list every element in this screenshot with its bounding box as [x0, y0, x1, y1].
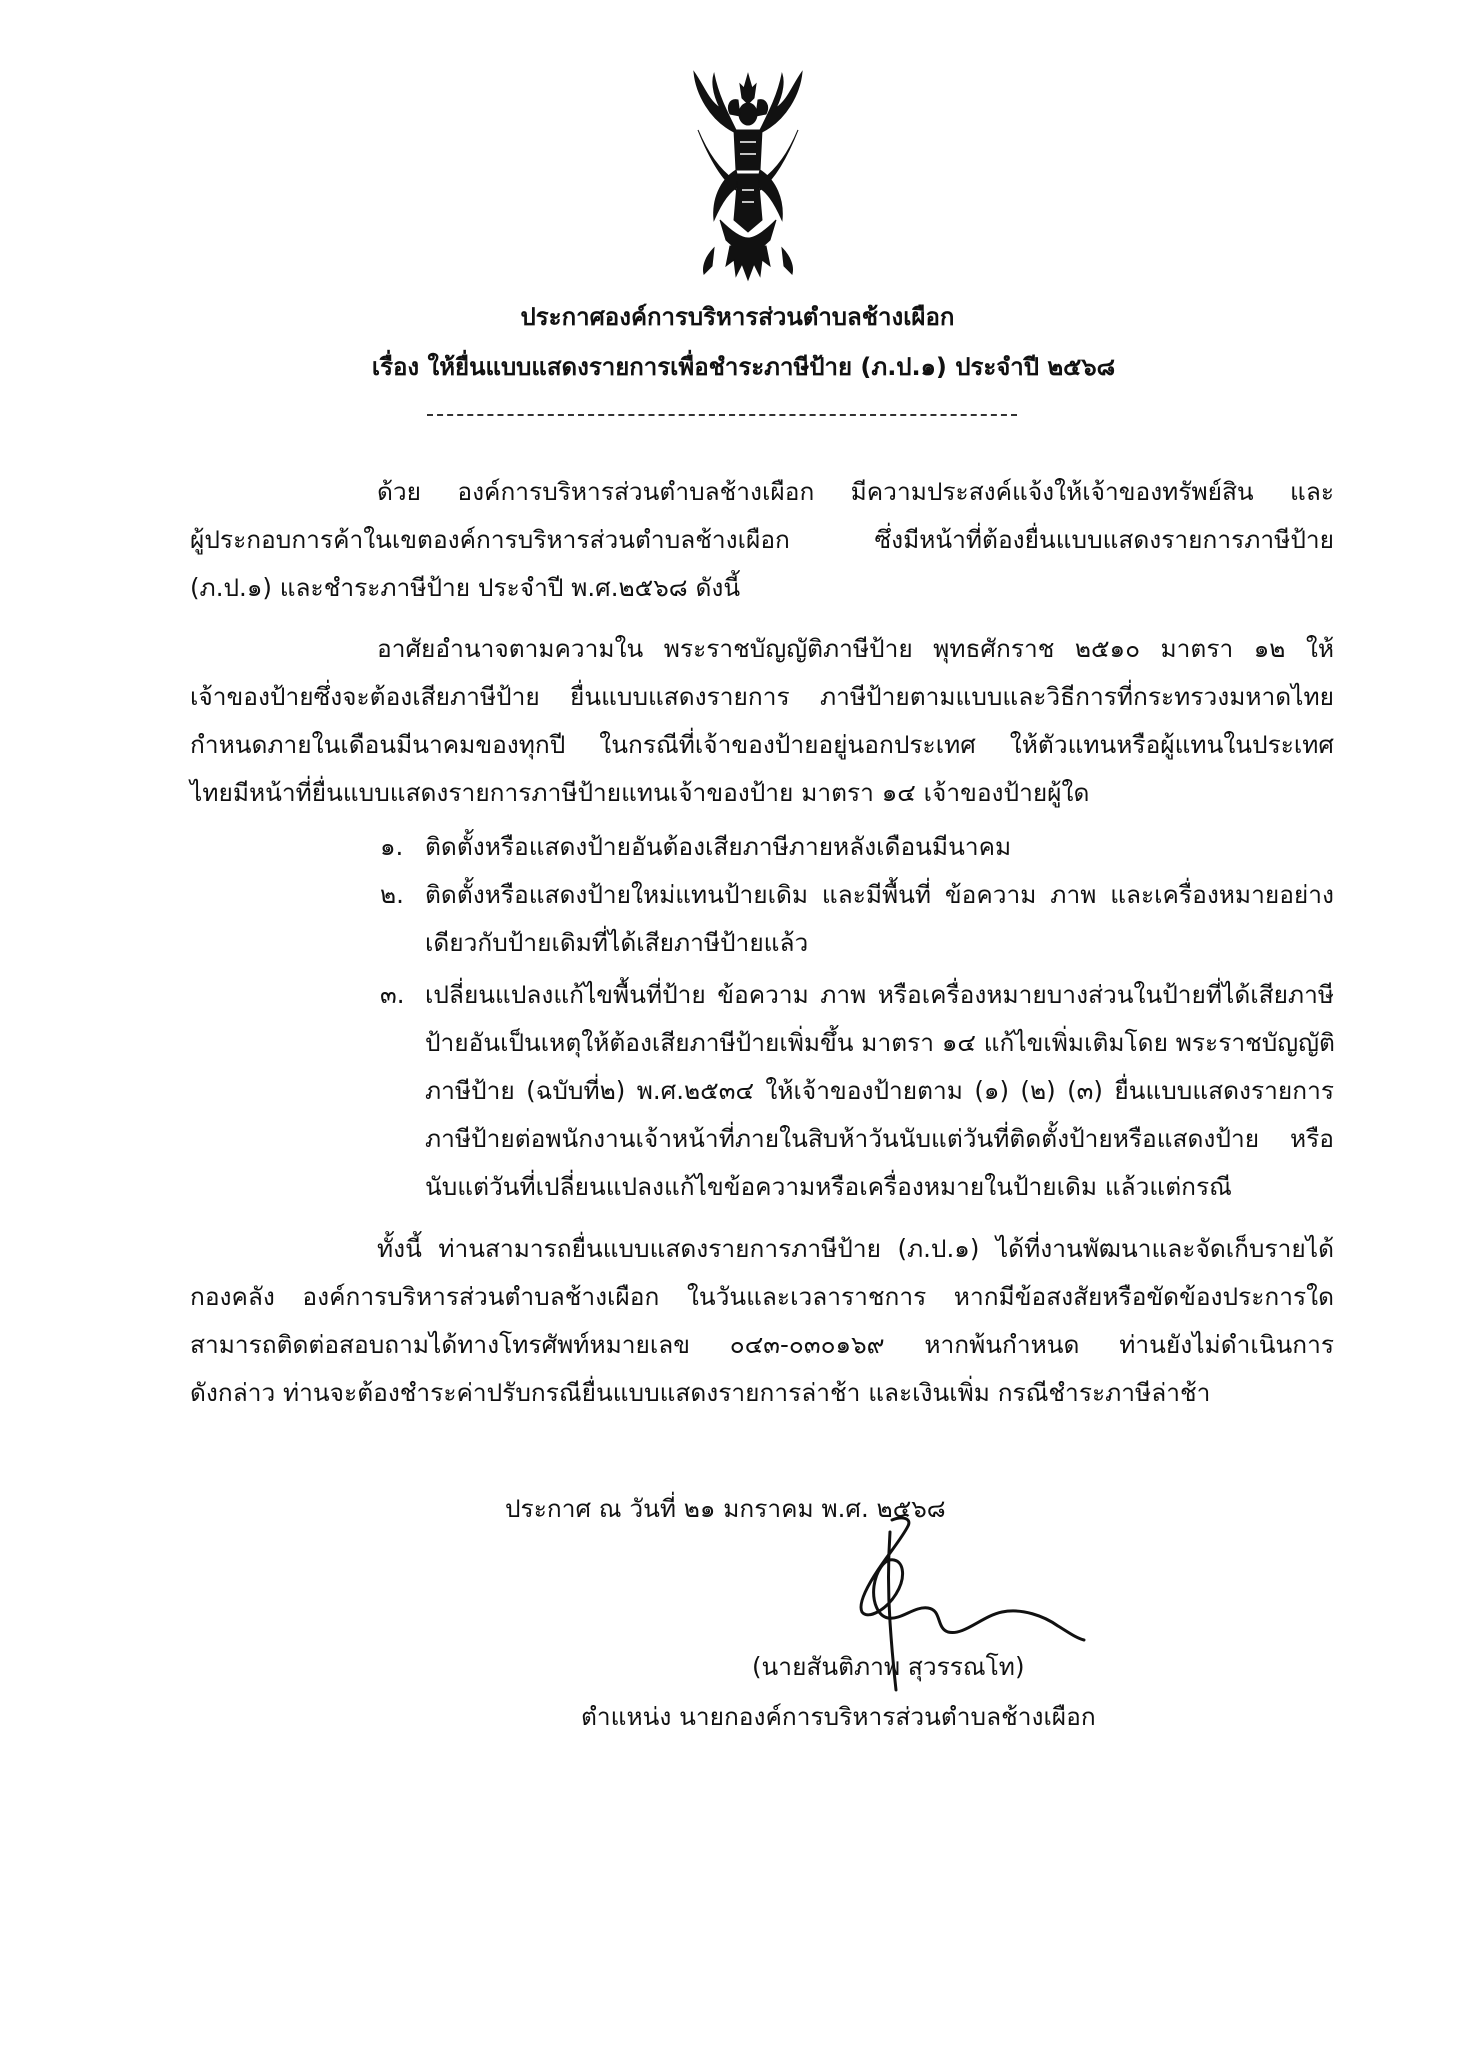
document-title: ประกาศองค์การบริหารส่วนตำบลช้างเผือก [520, 303, 955, 331]
list-item-line: ติดตั้งหรือแสดงป้ายใหม่แทนป้ายเดิม และมีพื้นที่ ข้อความ ภาพ และเครื่องหมายอย่าง [425, 880, 1334, 909]
paragraph-1-line: (ภ.ป.๑) และชำระภาษีป้าย ประจำปี พ.ศ.๒๕๖๘ ดังนี้ [190, 573, 741, 602]
list-item-number: ๓. [380, 980, 405, 1009]
paragraph-3-line: ดังกล่าว ท่านจะต้องชำระค่าปรับกรณียื่นแบบแสดงรายการล่าช้า และเงินเพิ่ม กรณีชำระภาษีล่าช้า [190, 1378, 1211, 1407]
signatory-name: (นายสันติภาพ สุวรรณโท) [752, 1652, 1025, 1681]
announcement-date: ประกาศ ณ วันที่ ๒๑ มกราคม พ.ศ. ๒๕๖๘ [505, 1494, 946, 1523]
paragraph-2-line: อาศัยอำนาจตามความใน พระราชบัญญัติภาษีป้าย พุทธศักราช ๒๕๑๐ มาตรา ๑๒ ให้ [377, 634, 1334, 663]
paragraph-2-line: ไทยมีหน้าที่ยื่นแบบแสดงรายการภาษีป้ายแทนเจ้าของป้าย มาตรา ๑๔ เจ้าของป้ายผู้ใด [190, 778, 1090, 807]
list-item-number: ๑. [380, 832, 404, 861]
paragraph-3-line: สามารถติดต่อสอบถามได้ทางโทรศัพท์หมายเลข ๐๔๓-๐๓๐๑๖๙ หากพ้นกำหนด ท่านยังไม่ดำเนินการ [190, 1330, 1334, 1359]
paragraph-2-line: กำหนดภายในเดือนมีนาคมของทุกปี ในกรณีที่เจ้าของป้ายอยู่นอกประเทศ ให้ตัวแทนหรือผู้แทนในประเทศ [190, 730, 1334, 759]
list-item-line: เดียวกับป้ายเดิมที่ได้เสียภาษีป้ายแล้ว [425, 928, 809, 957]
paragraph-3-line: ทั้งนี้ ท่านสามารถยื่นแบบแสดงรายการภาษีป้าย (ภ.ป.๑) ได้ที่งานพัฒนาและจัดเก็บรายได้ [377, 1234, 1334, 1263]
paragraph-2-line: เจ้าของป้ายซึ่งจะต้องเสียภาษีป้าย ยื่นแบบแสดงรายการ ภาษีป้ายตามแบบและวิธีการที่กระทรวงมหาดไทย [190, 682, 1334, 711]
list-item-line: ภาษีป้ายต่อพนักงานเจ้าหน้าที่ภายในสิบห้าวันนับแต่วันที่ติดตั้งป้ายหรือแสดงป้าย หรือ [425, 1124, 1334, 1153]
paragraph-1-line: ผู้ประกอบการค้าในเขตองค์การบริหารส่วนตำบลช้างเผือก ซึ่งมีหน้าที่ต้องยื่นแบบแสดงรายการภาษีป้าย [190, 525, 1334, 554]
paragraph-1-line: ด้วย องค์การบริหารส่วนตำบลช้างเผือก มีความประสงค์แจ้งให้เจ้าของทรัพย์สิน และ [377, 477, 1334, 506]
list-item-number: ๒. [380, 880, 404, 909]
list-item-line: ภาษีป้าย (ฉบับที่๒) พ.ศ.๒๕๓๔ ให้เจ้าของป้ายตาม (๑) (๒) (๓) ยื่นแบบแสดงรายการ [425, 1076, 1334, 1105]
garuda-emblem-icon [690, 70, 806, 285]
list-item-line: ป้ายอันเป็นเหตุให้ต้องเสียภาษีป้ายเพิ่มขึ้น มาตรา ๑๔ แก้ไขเพิ่มเติมโดย พระราชบัญญัติ [425, 1028, 1335, 1057]
list-item-line: ติดตั้งหรือแสดงป้ายอันต้องเสียภาษีภายหลังเดือนมีนาคม [425, 832, 1012, 861]
signatory-position: ตำแหน่ง นายกองค์การบริหารส่วนตำบลช้างเผือก [581, 1702, 1096, 1731]
paragraph-3-line: กองคลัง องค์การบริหารส่วนตำบลช้างเผือก ในวันและเวลาราชการ หากมีข้อสงสัยหรือขัดข้องประการใด [190, 1282, 1334, 1311]
divider [427, 414, 1017, 416]
list-item-line: เปลี่ยนแปลงแก้ไขพื้นที่ป้าย ข้อความ ภาพ หรือเครื่องหมายบางส่วนในป้ายที่ได้เสียภาษี [425, 980, 1334, 1009]
document-subject: เรื่อง ให้ยื่นแบบแสดงรายการเพื่อชำระภาษีป้าย (ภ.ป.๑) ประจำปี ๒๕๖๘ [371, 353, 1116, 381]
list-item-line: นับแต่วันที่เปลี่ยนแปลงแก้ไขข้อความหรือเครื่องหมายในป้ายเดิม แล้วแต่กรณี [425, 1172, 1232, 1201]
